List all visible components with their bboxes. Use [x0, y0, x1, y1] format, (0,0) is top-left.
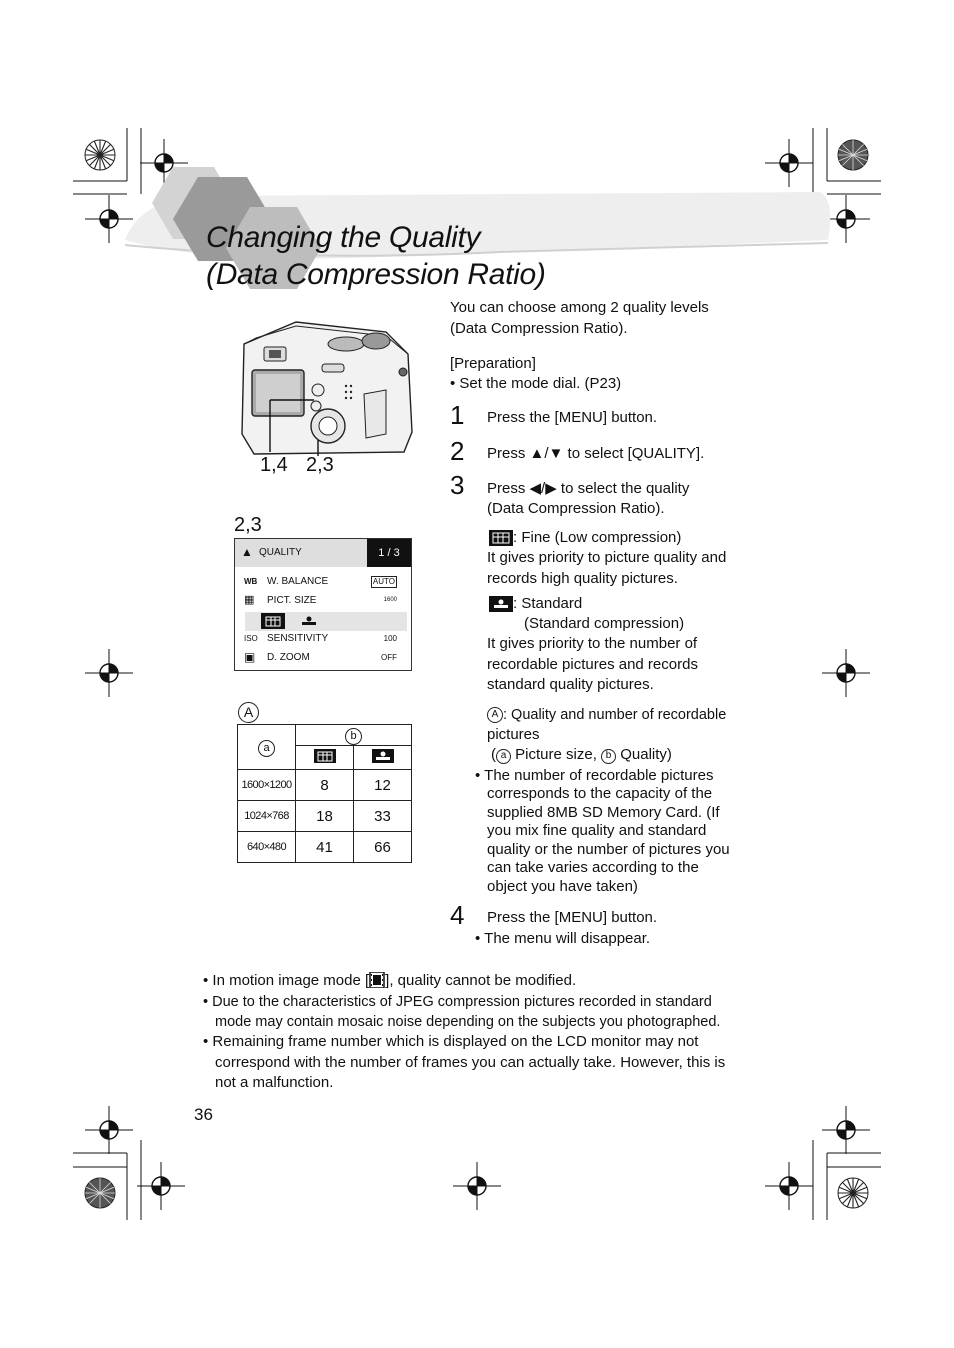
menu-header-title: QUALITY: [259, 547, 302, 558]
standard-description: standard quality pictures.: [487, 676, 654, 693]
standard-label-continued: (Standard compression): [524, 615, 685, 632]
quality-icon: ▲: [241, 545, 253, 559]
table-size-cell: 1024×768: [238, 801, 296, 832]
table-label-a: A: [238, 702, 259, 723]
menu-row-label: D. ZOOM: [267, 652, 310, 663]
legend-small-b: b: [601, 749, 616, 764]
table-fine-cell: 8: [296, 770, 354, 801]
table-standard-cell: 66: [354, 832, 412, 863]
recordable-pictures-table: [237, 724, 412, 863]
fine-quality-icon: [489, 530, 513, 546]
legend-a-mark: A: [487, 707, 503, 723]
table-standard-cell: 33: [354, 801, 412, 832]
legend-paren: (: [491, 746, 496, 763]
fine-quality-icon[interactable]: [261, 613, 285, 629]
fine-column-header: [296, 746, 354, 770]
note-frame-number: • Remaining frame number which is displayed on the LCD monitor may not: [203, 1032, 698, 1052]
menu-page-indicator: 1 / 3: [367, 539, 411, 567]
iso-icon: ISO: [244, 634, 258, 643]
note-text: ], quality cannot be modified.: [385, 972, 577, 989]
intro-line1: You can choose among 2 quality levels: [450, 299, 709, 316]
menu-row-label: W. BALANCE: [267, 576, 329, 587]
camera-illustration: [236, 314, 416, 464]
step-number: 2: [450, 436, 465, 466]
step-text: Press ◀/▶ to select the quality: [487, 480, 690, 497]
table-fine-cell: 18: [296, 801, 354, 832]
capacity-note: corresponds to the capacity of the: [487, 785, 713, 802]
picture-size-header: [238, 725, 296, 770]
camera-callout-menu: 1,4: [260, 454, 288, 476]
legend-quality: Quality): [620, 746, 672, 763]
menu-row-picture-size[interactable]: [235, 591, 411, 610]
note-frame-number-continued: correspond with the number of frames you can actually take. However, this is: [215, 1054, 726, 1071]
step-text: Press ▲/▼ to select [QUALITY].: [487, 445, 705, 462]
header-b-mark: b: [345, 728, 362, 745]
step-subtext: • The menu will disappear.: [475, 929, 650, 949]
page-title-line1: Changing the Quality: [206, 221, 481, 254]
legend-text: : Quality and number of recordable: [503, 707, 727, 723]
standard-quality-icon[interactable]: [299, 613, 319, 629]
standard-quality-icon: [489, 596, 513, 612]
standard-description: recordable pictures and records: [487, 656, 698, 673]
fine-quality-icon: [313, 748, 337, 764]
motion-image-icon: [369, 972, 385, 988]
preparation-item: • Set the mode dial. (P23): [450, 374, 621, 394]
capacity-note: supplied 8MB SD Memory Card. (If: [487, 804, 720, 821]
fine-description: It gives priority to picture quality and: [487, 549, 727, 566]
menu-row-white-balance[interactable]: [235, 572, 411, 591]
intro-line2: (Data Compression Ratio).: [450, 320, 628, 337]
preparation-label: [Preparation]: [450, 355, 536, 372]
camera-callout-cursor: 2,3: [306, 454, 334, 476]
step-number: 4: [450, 900, 465, 930]
note-text: In motion image mode [: [212, 972, 370, 989]
capacity-note: • The number of recordable pictures: [475, 766, 713, 786]
standard-description: It gives priority to the number of: [487, 635, 698, 652]
quality-header: [296, 725, 412, 746]
note-motion-mode: • In motion image mode [ ], quality cannot be modified.: [203, 972, 577, 989]
legend-small-a: a: [496, 749, 511, 764]
header-a-mark: a: [258, 740, 275, 757]
menu-row-label: PICT. SIZE: [267, 595, 317, 606]
quality-menu-screen: [234, 538, 412, 671]
step-text-continued: (Data Compression Ratio).: [487, 500, 665, 517]
legend-picture-size: Picture size,: [515, 746, 597, 763]
note-jpeg: • Due to the characteristics of JPEG compression pictures recorded in standard: [203, 992, 712, 1012]
page-number: 36: [194, 1105, 213, 1124]
legend-text: pictures: [487, 726, 540, 743]
menu-row-value: OFF: [381, 653, 397, 662]
step-number: 1: [450, 400, 465, 430]
menu-screen-label: 2,3: [234, 514, 262, 536]
page-title-line2: (Data Compression Ratio): [206, 258, 546, 291]
fine-label: : Fine (Low compression): [513, 529, 682, 546]
step-text: Press the [MENU] button.: [487, 409, 658, 426]
fine-description: records high quality pictures.: [487, 570, 678, 587]
table-size-cell: 640×480: [238, 832, 296, 863]
capacity-note: quality or the number of pictures you: [487, 841, 730, 858]
step-text: Press the [MENU] button.: [487, 909, 658, 926]
capacity-note: can take varies according to the: [487, 859, 699, 876]
table-size-cell: 1600×1200: [238, 770, 296, 801]
menu-row-value: 100: [383, 634, 397, 643]
capacity-note: object you have taken): [487, 878, 638, 895]
menu-row-digital-zoom[interactable]: [235, 648, 411, 667]
table-standard-cell: 12: [354, 770, 412, 801]
auto-icon: AUTO: [372, 577, 395, 586]
menu-row-value: 1600: [383, 597, 397, 603]
menu-header: [235, 539, 367, 567]
standard-quality-icon: [371, 748, 395, 764]
legend-size-quality: [491, 745, 672, 765]
table-fine-cell: 41: [296, 832, 354, 863]
digital-zoom-icon: ▣: [244, 650, 256, 664]
menu-row-sensitivity[interactable]: [235, 629, 411, 648]
standard-column-header: [354, 746, 412, 770]
step-number: 3: [450, 470, 465, 500]
capacity-note: you mix fine quality and standard: [487, 822, 707, 839]
menu-row-label: SENSITIVITY: [267, 633, 329, 644]
picture-size-icon: ▦: [244, 594, 255, 606]
note-frame-number-continued: not a malfunction.: [215, 1074, 334, 1091]
standard-label: : Standard: [513, 595, 583, 612]
note-jpeg-continued: mode may contain mosaic noise depending on the subjects you photographed.: [215, 1014, 721, 1030]
wb-icon: WB: [244, 577, 258, 586]
